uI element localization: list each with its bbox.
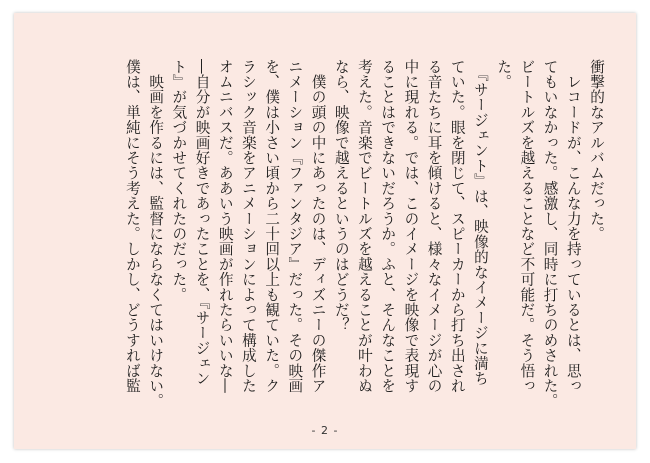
- document-page: [14, 13, 636, 449]
- vertical-text-body: [28, 59, 608, 409]
- paragraph-1: 衝撃的なアルバムだった。 レコードが、こんな力を持っているとは、思っ てもいなかった。感激し、同時に打ちのめされた。 ビートルズを越えることなど不可能だ。そう悟っ た。: [495, 59, 605, 409]
- paragraph-2: 『サージェント』は、映像的なイメージに満ち ていた。眼を閉じて、スピーカーから打ち出され る音たちに耳を傾けると、様々なイメージが心の 中に現れる。では、このイメージを映像で表現す ることはできないだろうか。ふと、そんなことを 考えた。音楽でビートルズを越えることが叶わぬ なら、映像で越えるというのはどうだ？: [332, 59, 489, 394]
- paragraph-4: 映画を作るには、監督にならなくてはいけない。 僕は、単純にそう考えた。しかし、どうすれば監: [123, 59, 165, 409]
- paragraph-3: 僕の頭の中にあったのは、ディズニーの傑作ア ニメーション『ファンタジア』だった。その映画 を、僕は小さい頃から二十回以上も観ていた。ク ラシック音楽をアニメーションによって構成した オムニバスだ。ああいう映画が作れたらいいな― ―自分が映画好きであったことを、『サージェン ト』が気づかせてくれたのだった。: [170, 59, 327, 394]
- page-number: - 2 -: [311, 424, 339, 437]
